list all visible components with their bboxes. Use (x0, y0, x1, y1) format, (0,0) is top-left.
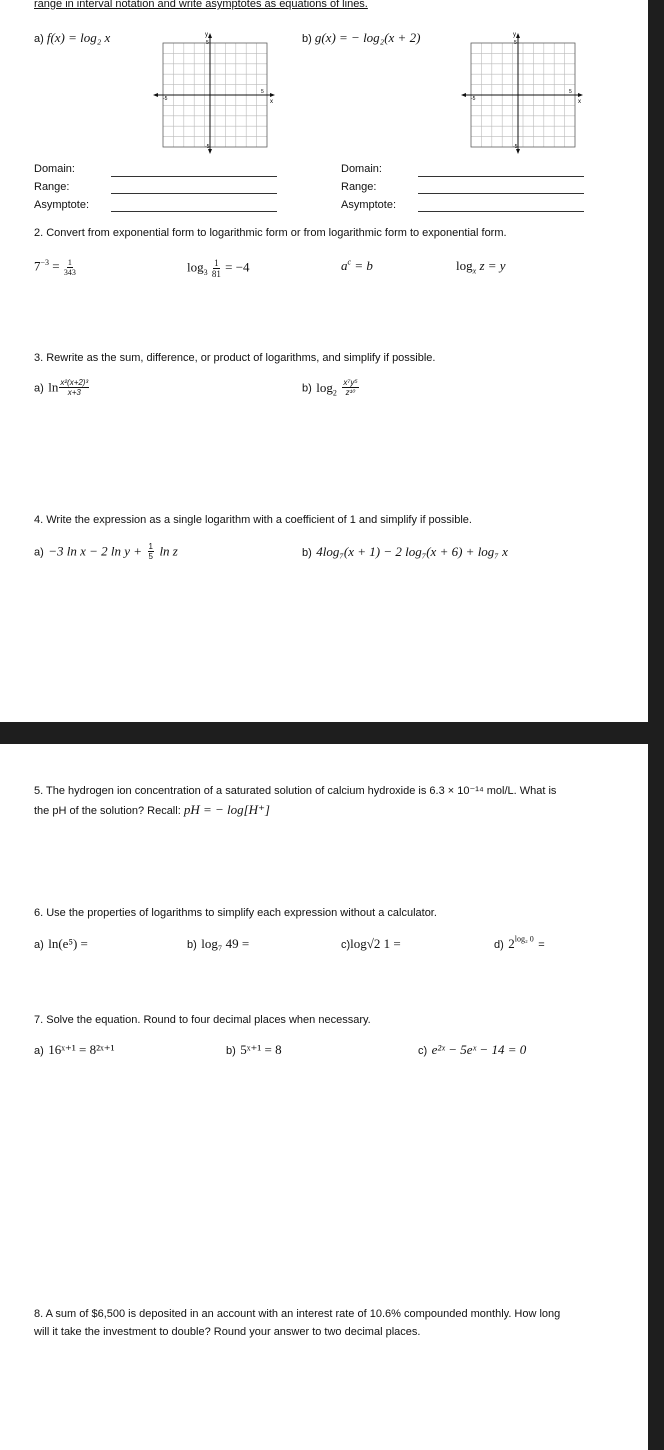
graph-a-tick-pos-y: 5 (206, 40, 209, 46)
q8-line1: 8. A sum of $6,500 is deposited in an account with an interest rate of 10.6% compounded monthly. How long (34, 1308, 561, 1320)
q1a-label: a) f(x) = log₂ x (34, 30, 111, 45)
graph-a-tick-pos-x: 5 (261, 89, 264, 95)
q1b-range-label: Range: (341, 181, 377, 193)
header-cut-text: range in interval notation and write asymptotes as equations of lines. (34, 0, 368, 10)
q2-expr-4: $\log_x z = y$ (456, 258, 506, 276)
q6-prompt: 6. Use the properties of logarithms to simplify each expression without a calculator. (34, 907, 437, 919)
q7a: a) 16ˣ⁺¹ = 8²ˣ⁺¹ (34, 1042, 115, 1057)
graph-a-y-label: y (205, 32, 208, 38)
q3a: a) ln $\frac{\text{x²(x+2)³}}{x+3}$ (34, 378, 89, 397)
q3-prompt: 3. Rewrite as the sum, difference, or product of logarithms, and simplify if possible. (34, 352, 436, 364)
q1b-function: g(x) = − log₂(x + 2) (314, 30, 421, 45)
graph-a[interactable] (150, 30, 276, 156)
q1a-range-label: Range: (34, 181, 70, 193)
graph-b-y-label: y (513, 32, 516, 38)
q1a-domain-label: Domain: (34, 163, 75, 175)
q1b-asymptote-label: Asymptote: (341, 199, 397, 211)
viewer-scroll-edge[interactable] (648, 0, 664, 1450)
q1b-domain-blank[interactable] (418, 176, 584, 177)
q3b: b) $\log_2$ $\frac{\text{x⁷y⁵}}{\text{z¹⁰}}$ (302, 378, 358, 398)
q7-prompt: 7. Solve the equation. Round to four decimal places when necessary. (34, 1014, 371, 1026)
graph-a-tick-neg-x: -5 (163, 96, 168, 102)
q1b-label: b) g(x) = − log₂(x + 2) (302, 30, 421, 45)
q1a-range-blank[interactable] (111, 193, 277, 194)
graph-b-tick-pos-y: 5 (514, 40, 517, 46)
q6c: c)log√2 1 = (341, 936, 401, 951)
graph-b-tick-neg-y: -5 (513, 144, 518, 150)
graph-b-x-label: x (578, 99, 581, 105)
q5-line1: 5. The hydrogen ion concentration of a saturated solution of calcium hydroxide is 6.3 × 10⁻¹⁴ mol/L. What is (34, 785, 557, 797)
q2-expr-3: $a^c = b$ (341, 257, 373, 273)
q6d: d) $2^{log_2 0}$ = (494, 934, 545, 951)
graph-a-x-label: x (270, 99, 273, 105)
q4-prompt: 4. Write the expression as a single logarithm with a coefficient of 1 and simplify if possible. (34, 514, 472, 526)
q2-prompt: 2. Convert from exponential form to logarithmic form or from logarithmic form to exponential form. (34, 227, 507, 239)
q6b: b) log₇ 49 = (187, 936, 250, 951)
q1b-asymptote-blank[interactable] (418, 211, 584, 212)
q2-expr-1: $7^{-3}$ = $\frac{1}{343}$ (34, 258, 76, 277)
q6a: a) ln(e⁵) = (34, 936, 88, 951)
q1a-asymptote-label: Asymptote: (34, 199, 90, 211)
q1a-domain-blank[interactable] (111, 176, 277, 177)
q5-line2: the pH of the solution? Recall: pH = − log[H⁺] (34, 802, 270, 817)
q4b: b) 4log₇(x + 1) − 2 log₇(x + 6) + log₇ x (302, 544, 508, 559)
q2-expr-2: $\log_3$ $\frac{1}{81}$ = −4 (187, 258, 250, 279)
graph-b[interactable] (458, 30, 584, 156)
graph-b-tick-pos-x: 5 (569, 89, 572, 95)
graph-b-tick-neg-x: -5 (471, 96, 476, 102)
page-break (0, 722, 664, 744)
graph-a-tick-neg-y: -5 (205, 144, 210, 150)
q1a-asymptote-blank[interactable] (111, 211, 277, 212)
q1b-range-blank[interactable] (418, 193, 584, 194)
q7b: b) 5ˣ⁺¹ = 8 (226, 1042, 282, 1057)
q1b-domain-label: Domain: (341, 163, 382, 175)
q1a-function: f(x) = log₂ x (46, 30, 111, 45)
q4a: a) −3 ln x − 2 ln y + $\frac{1}{5}$ ln z (34, 542, 178, 561)
q7c: c) e²ˣ − 5eˣ − 14 = 0 (418, 1042, 527, 1057)
q8-line2: will it take the investment to double? Round your answer to two decimal places. (34, 1326, 421, 1338)
